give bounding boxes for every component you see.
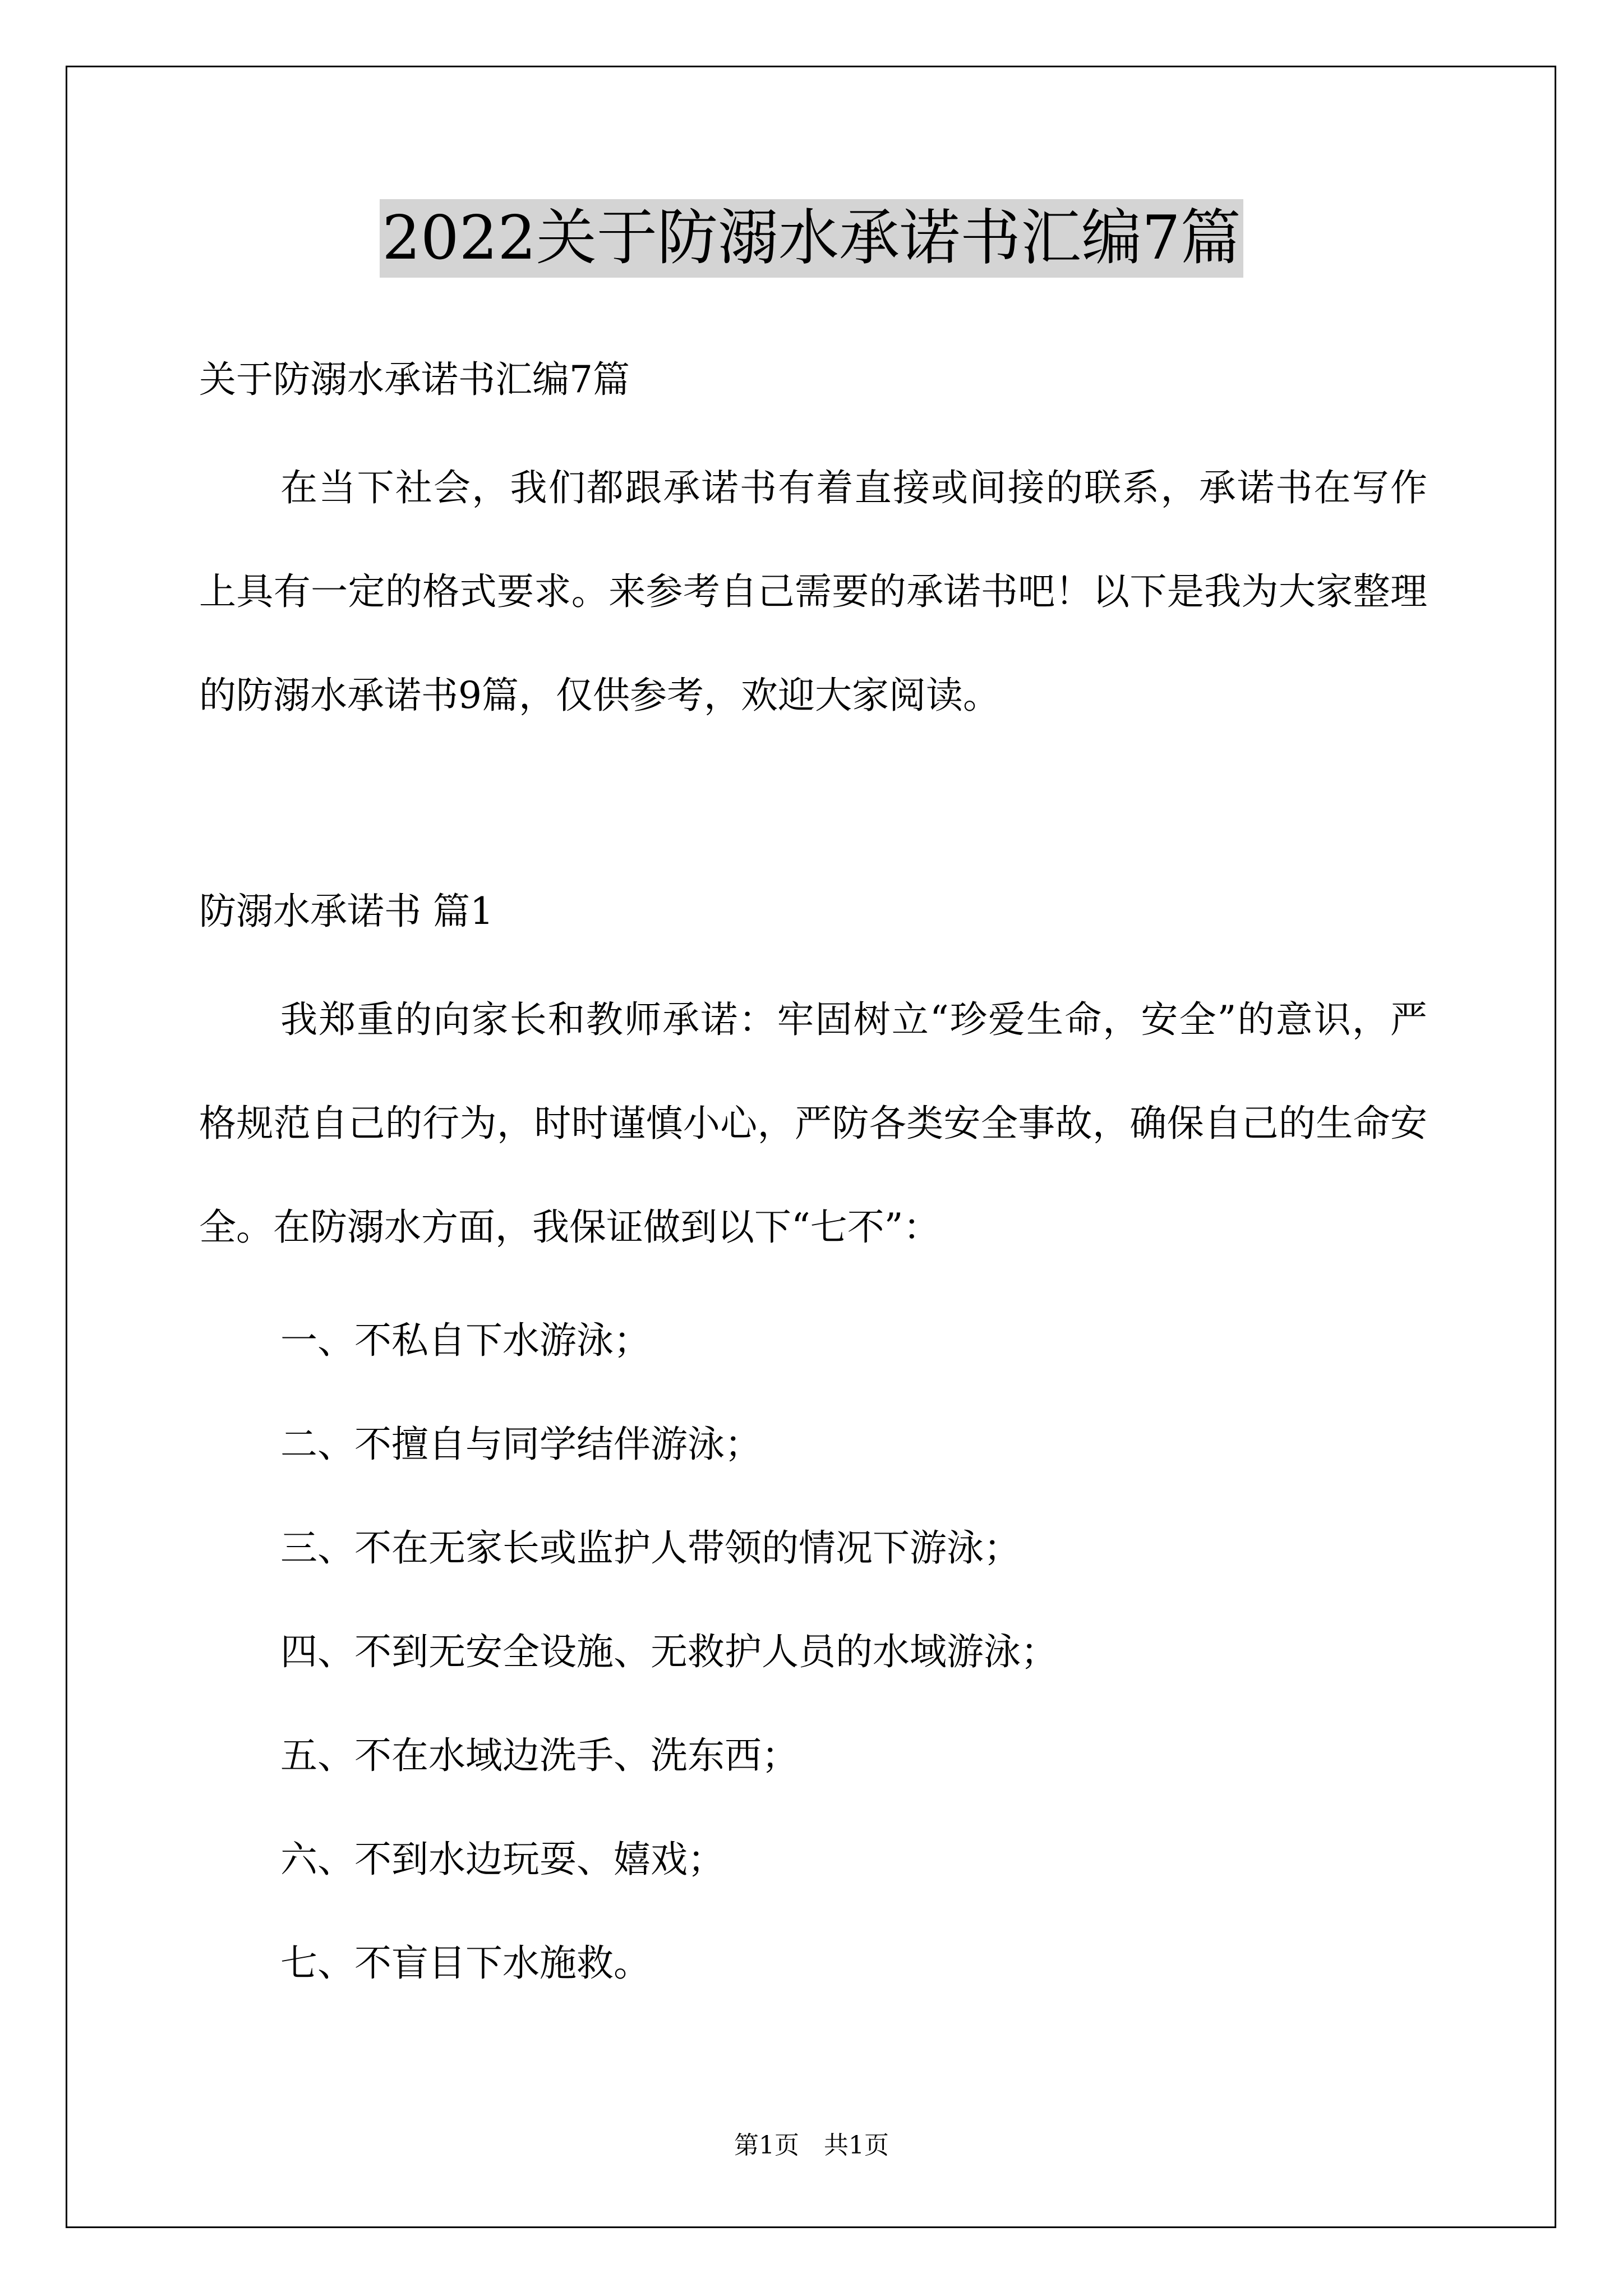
rule-item: 六、不到水边玩耍、嬉戏； [280, 1838, 725, 1881]
section-heading: 防溺水承诺书 篇1 [199, 890, 494, 933]
rule-item: 七、不盲目下水施救。 [280, 1941, 651, 1985]
pledge-paragraph: 我郑重的向家长和教师承诺：牢固树立“珍爱生命，安全”的意识，严格规范自己的行为，时时谨慎小心，严防各类安全事故，确保自己的生命安全。在防溺水方面，我保证做到以下“七不”： [199, 998, 1427, 1249]
rule-item: 五、不在水域边洗手、洗东西； [280, 1734, 799, 1777]
intro-paragraph: 在当下社会，我们都跟承诺书有着直接或间接的联系，承诺书在写作上具有一定的格式要求。来参考自己需要的承诺书吧！以下是我为大家整理的防溺水承诺书9篇，仅供参考，欢迎大家阅读。 [199, 466, 1427, 717]
rule-item: 四、不到无安全设施、无救护人员的水域游泳； [280, 1630, 1058, 1673]
document-title: 2022关于防溺水承诺书汇编7篇 [380, 199, 1243, 278]
document-subtitle: 关于防溺水承诺书汇编7篇 [199, 358, 630, 401]
title-container [0, 199, 1623, 278]
rule-item: 三、不在无家长或监护人带领的情况下游泳； [280, 1526, 1021, 1570]
page-footer: 第1页 共1页 [734, 2131, 889, 2160]
rule-item: 一、不私自下水游泳； [280, 1319, 651, 1362]
rule-item: 二、不擅自与同学结伴游泳； [280, 1423, 762, 1466]
